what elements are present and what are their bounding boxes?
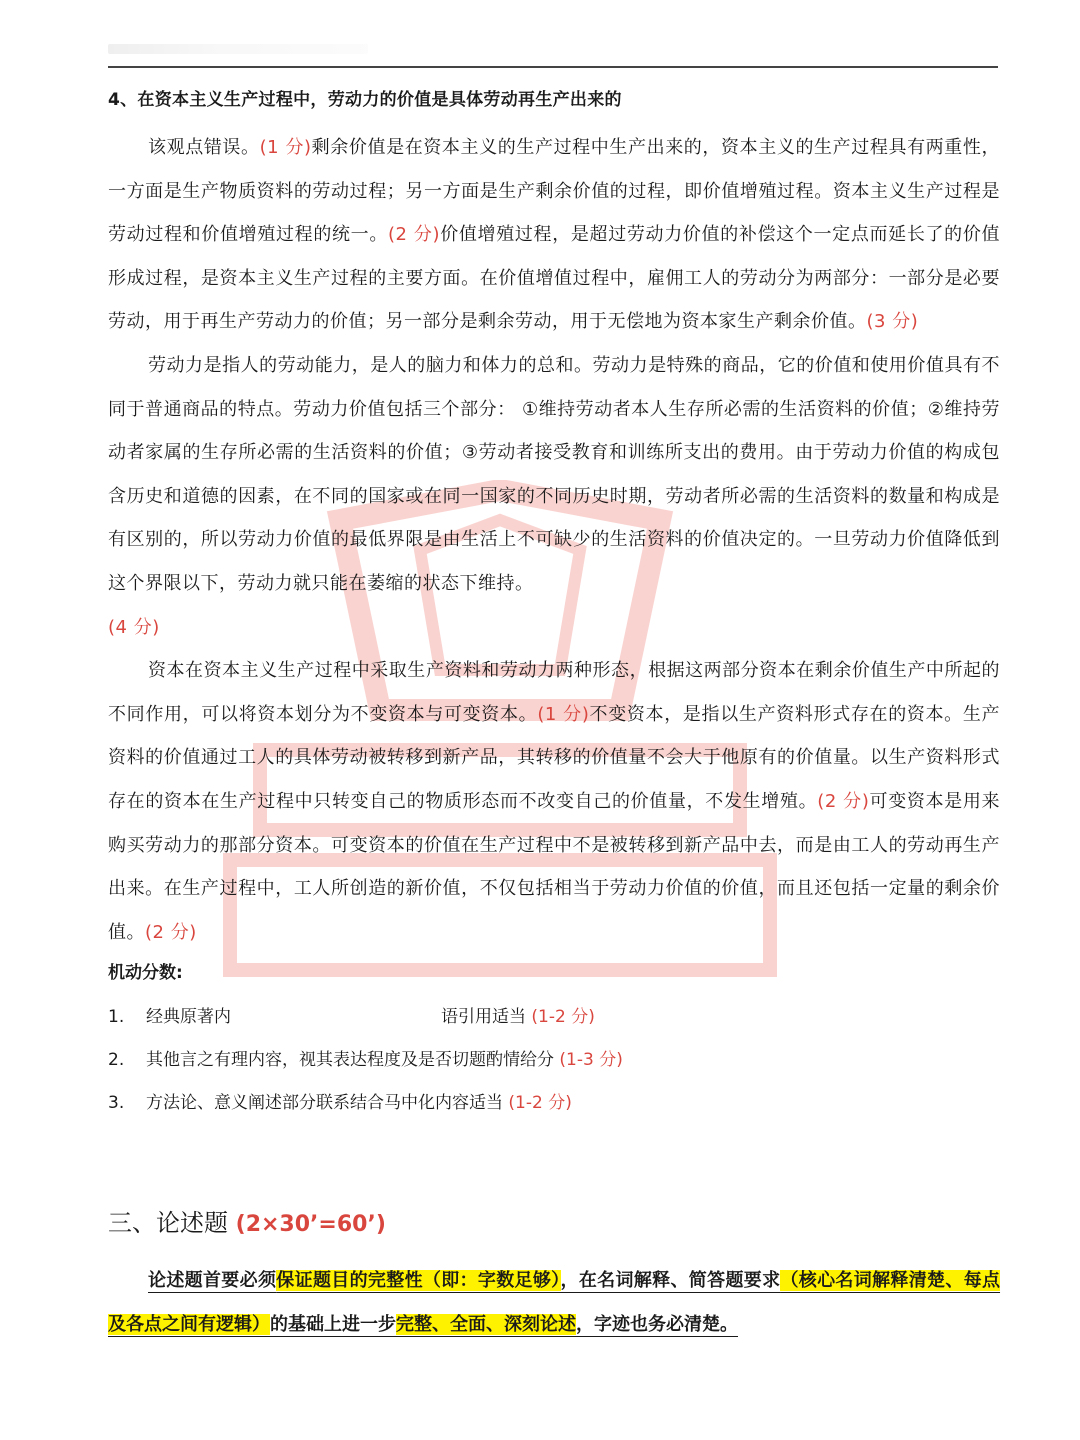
score-mark: (1-2 分) bbox=[508, 1093, 572, 1114]
header-faded-text bbox=[108, 44, 368, 54]
score-mark: (1-2 分) bbox=[531, 1007, 595, 1028]
score-mark: (1 分) bbox=[537, 703, 590, 725]
answer-paragraph-1: 该观点错误。(1 分)剩余价值是在资本主义的生产过程中生产出来的，资本主义的生产过程具有两重性，一方面是生产物质资料的劳动过程；另一方面是生产剩余价值的过程，即价值增殖过程。资本主义生产过程是劳动过程和价值增殖过程的统一。(2 分)价值增殖过程，是超过劳动力价值的补偿这个一定点而延长了的价值形成过程，是资本主义生产过程的主要方面。在价值增值过程中，雇佣工人的劳动分为两部分：一部分是必要劳动，用于再生产劳动力的价值；另一部分是剩余劳动，用于无偿地为资本家生产剩余价值。(3 分) bbox=[108, 137, 1001, 333]
list-item: 2. 其他言之有理内容，视其表达程度及是否切题酌情给分 (1-3 分) bbox=[108, 1050, 623, 1071]
score-mark: (4 分) bbox=[108, 616, 160, 638]
answer-paragraph-3: 资本在资本主义生产过程中采取生产资料和劳动力两种形态，根据这两部分资本在剩余价值生产中所起的不同作用，可以将资本划分为不变资本与可变资本。(1 分)不变资本，是指以生产资料形式存在的资本。生产资料的价值通过工人的具体劳动被转移到新产品，其转移的价值量不会大于他原有的价值量。以生产资料形式存在的资本在生产过程中只转变自己的物质形态而不改变自己的价值量，不发生增殖。(2 分)可变资本是用来购买劳动力的那部分资本。可变资本的价值在生产过程中不是被转移到新产品中去，而是由工人的劳动再生产出来。在生产过程中，工人所创造的新价值，不仅包括相当于劳动力价值的价值，而且还包括一定量的剩余价值。(2 分) bbox=[108, 660, 1001, 943]
score-mark: (1 分) bbox=[259, 137, 312, 158]
score-mark: (2 分) bbox=[387, 224, 441, 246]
answer-paragraph-2: 劳动力是指人的劳动能力，是人的脑力和体力的总和。劳动力是特殊的商品，它的价值和使用价值具有不同于普通商品的特点。劳动力价值包括三个部分： ①维持劳动者本人生存所必需的生活资料的价值；②维持劳动者家属的生存所必需的生活资料的价值；③劳动者接受教育和训练所支出的费用。由于劳动力价值的构成包含历史和道德的因素，在不同的国家或在同一国家的不同历史时期，劳动者所必需的生活资料的数量和构成是有区别的，所以劳动力价值的最低界限是由生活上不可缺少的生活资料的价值决定的。一旦劳动力价值降低到这个界限以下，劳动力就只能在萎缩的状态下维持。 (4 分) bbox=[108, 354, 1000, 638]
section-3-title: 三、论述题 (2×30’=60’) bbox=[108, 1209, 386, 1238]
list-item: 1. 经典原著内 语引用适当 (1-2 分) bbox=[108, 1007, 595, 1028]
list-item: 3. 方法论、意义阐述部分联系结合马中化内容适当 (1-2 分) bbox=[108, 1093, 572, 1114]
question-4-title: 4、在资本主义生产过程中，劳动力的价值是具体劳动再生产出来的 bbox=[108, 90, 622, 110]
score-mark: (3 分) bbox=[866, 311, 919, 333]
essay-instruction: 论述题首要必须保证题目的完整性（即：字数足够），在名词解释、简答题要求（核心名词解释清楚、每点及各点之间有逻辑）的基础上进一步完整、全面、深刻论述，字迹也务必清楚。 bbox=[108, 1270, 1001, 1336]
document-page bbox=[108, 84, 1000, 1365]
score-mark: (2 分) bbox=[145, 921, 197, 943]
score-mark: (2 分) bbox=[817, 790, 870, 812]
flex-score-title: 机动分数: bbox=[108, 963, 183, 984]
score-mark: (1-3 分) bbox=[559, 1050, 623, 1071]
header-rule bbox=[108, 66, 998, 68]
